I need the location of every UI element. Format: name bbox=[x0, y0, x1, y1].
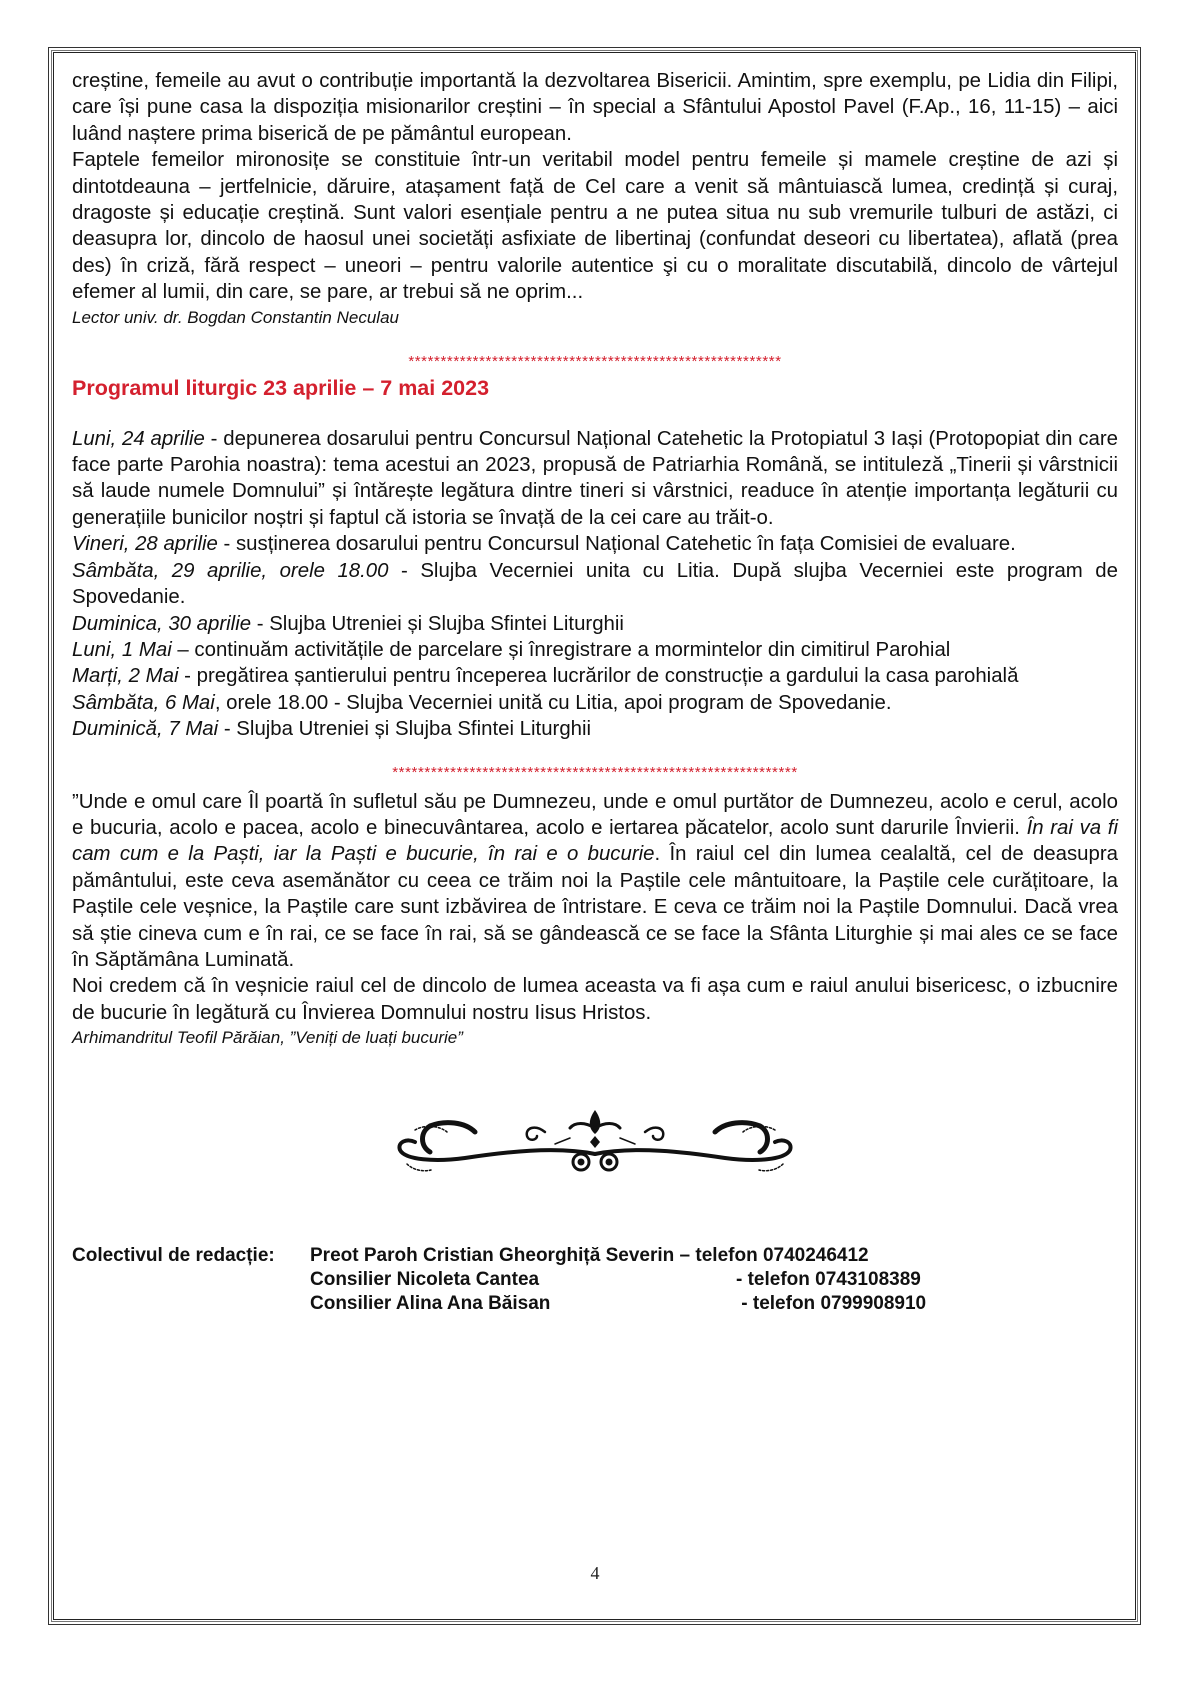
program-entry-date: Luni, 1 Mai bbox=[72, 638, 172, 661]
credit-phone: – telefon 0740246412 bbox=[679, 1245, 869, 1267]
program-entry-text: - susținerea dosarului pentru Concursul Național Catehetic în fața Comisiei de evaluare. bbox=[217, 533, 1016, 556]
program-entry bbox=[72, 558, 1118, 611]
program-entry bbox=[72, 690, 1118, 716]
program-entry bbox=[72, 426, 1118, 532]
program-entry bbox=[72, 716, 1118, 742]
program-entry-date: Sâmbăta, 6 Mai bbox=[72, 691, 215, 714]
credit-row bbox=[72, 1292, 1118, 1316]
article-paragraph: Faptele femeilor mironosițe se constituie într-un veritabil model pentru femeile și mamele creștine de azi și dintotdeauna – jertfelnicie, dăruire, atașament față de Cel care a venit să mântuiască lumea, credință și curaj, dragoste și educație creștină. Sunt valori esențiale pentru a ne putea situa nu sub vremurile tulburi de astăzi, ci deasupra lor, dincolo de haosul unei societăți asfixiate de libertinaj (confundat deseori cu libertatea), aflată (prea des) în criză, fără respect – uneori – pentru valorile autentice şi cu o moralitate discutabilă, dincolo de vârtejul efemer al lumii, din care, se pare, ar trebui să ne oprim... bbox=[72, 149, 1118, 304]
program-entry-text: - Slujba Utreniei și Slujba Sfintei Liturghii bbox=[251, 612, 624, 635]
program-entry-date: Duminica, 30 aprilie bbox=[72, 612, 252, 635]
credit-name: Consilier Nicoleta Cantea bbox=[310, 1269, 540, 1291]
program-entry-date: Vineri, 28 aprilie bbox=[72, 533, 218, 556]
credit-name: Consilier Alina Ana Băisan bbox=[310, 1293, 551, 1315]
article-author: Lector univ. dr. Bogdan Constantin Neculau bbox=[72, 307, 399, 327]
separator-stars: ********************************************************** bbox=[408, 352, 782, 370]
decorative-flourish-icon bbox=[385, 1102, 805, 1182]
program-entry bbox=[72, 663, 1118, 689]
editorial-credits bbox=[72, 1244, 1118, 1316]
credit-row bbox=[72, 1268, 1118, 1292]
program-entry-date: Marți, 2 Mai bbox=[72, 665, 179, 688]
program-entry-text: - Slujba Utreniei și Slujba Sfintei Liturghii bbox=[218, 718, 592, 741]
credit-phone: - telefon 0743108389 bbox=[736, 1269, 921, 1291]
program-entry-date: Sâmbăta, 29 aprilie, orele 18.00 bbox=[72, 559, 389, 582]
separator-stars: *************************************************************** bbox=[392, 763, 798, 781]
quote-source: Arhimandritul Teofil Părăian, ”Veniți de luați bucurie” bbox=[72, 1028, 463, 1048]
quote-paragraph bbox=[72, 789, 1118, 974]
program-entry-text: - depunerea dosarului pentru Concursul Național Catehetic la Protopiatul 3 Iași (Protopopiat din care face parte Parohia noastra): tema acestui an 2023, propusă de Patriarhia Română, se intituleză „Tinerii și vârstnicii să laude numele Domnului” și întărește legătura dintre tineri si vârstnici, readuce în atenție importanța legăturii cu generațiile bunicilor noștri și faptul că istoria se învață de la cei care au trăit-o. bbox=[72, 427, 1118, 529]
quote-paragraph: Noi credem că în veșnicie raiul cel de dincolo de lumea aceasta va fi așa cum e raiul anului bisericesc, o izbucnire de bucurie în legătură cu Învierea Domnului nostru Iisus Hristos. bbox=[72, 975, 1118, 1024]
credits-label: Colectivul de redacție: bbox=[72, 1245, 275, 1267]
program-entry-text: - Slujba Vecerniei unita cu Litia. După slujba Vecerniei este program de Spovedanie. bbox=[72, 559, 1118, 609]
program-entry-text: – continuăm activitățile de parcelare și înregistrare a mormintelor din cimitirul Parohial bbox=[171, 638, 951, 661]
program-title: Programul liturgic 23 aprilie – 7 mai 2023 bbox=[72, 375, 490, 400]
quote-text: . În raiul cel din lumea cealaltă, cel de deasupra pământului, este ceva asemănător cu ceea ce trăim noi la Paștile cele mântuitoare, la Paștile cele curățitoare, la Paștile cele veșnice, la Paștile care sunt izbăvirea de întristare. E ceva ce trăim noi la Paștile Domnului. Dacă vrea să știe cineva cum e în rai, ce se face în rai, să se gândească ce se face la Sfânta Liturghie și mai ales ce se face în Săptămâna Luminată. bbox=[72, 843, 1118, 971]
page-number: 4 bbox=[590, 1563, 600, 1583]
article-paragraph: creștine, femeile au avut o contribuție importantă la dezvoltarea Bisericii. Amintim, spre exemplu, pe Lidia din Filipi, care își pune casa la dispoziția misionarilor creștini – în special a Sfântului Apostol Pavel (F.Ap., 16, 11-15) – aici luând naștere prima biserică de pe pământul european. bbox=[72, 70, 1118, 145]
quote-text: ”Unde e omul care Îl poartă în sufletul său pe Dumnezeu, unde e omul purtător de Dumnezeu, acolo e cerul, acolo e bucuria, acolo e pacea, acolo e binecuvântarea, acolo e iertarea păcatelor, acolo sunt darurile Învierii. bbox=[72, 790, 1118, 839]
program-entry bbox=[72, 531, 1118, 557]
credit-row bbox=[72, 1244, 1118, 1268]
quote-emphasis: În rai va fi cam cum e la Paști, iar la Paști e bucurie, în rai e o bucurie bbox=[72, 816, 1118, 866]
program-entry-date: Duminică, 7 Mai bbox=[72, 718, 219, 741]
program-entry-text: , orele 18.00 - Slujba Vecerniei unită cu Litia, apoi program de Spovedanie. bbox=[214, 691, 892, 714]
program-entry bbox=[72, 637, 1118, 663]
program-entry bbox=[72, 611, 1118, 637]
program-entry-text: - pregătirea șantierului pentru începerea lucrărilor de construcție a gardului la casa parohială bbox=[178, 665, 1019, 688]
credit-phone: - telefon 0799908910 bbox=[736, 1293, 927, 1315]
page-content bbox=[72, 68, 1118, 1316]
program-entry-date: Luni, 24 aprilie bbox=[72, 427, 205, 450]
credit-name: Preot Paroh Cristian Gheorghiță Severin bbox=[310, 1245, 675, 1267]
